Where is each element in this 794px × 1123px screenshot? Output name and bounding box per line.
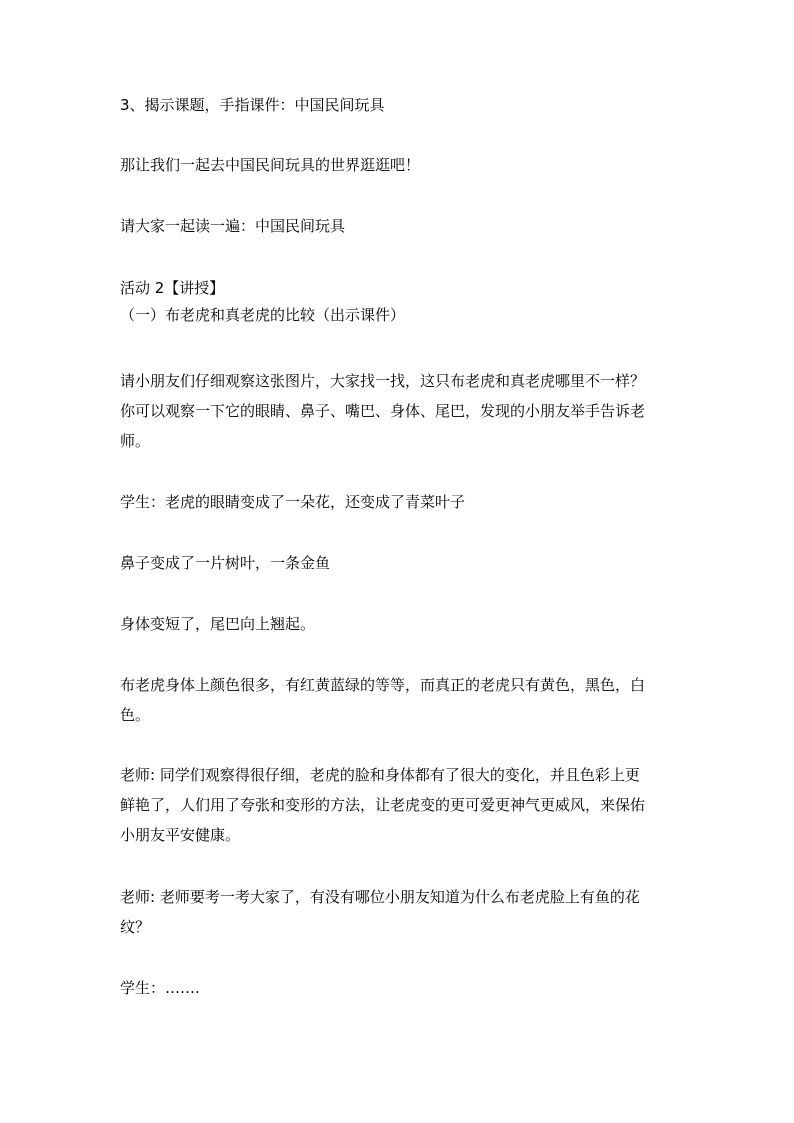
paragraph-2 — [120, 150, 680, 180]
text-line: 色。 — [120, 706, 151, 724]
text-line: 鼻子变成了一片树叶，一条金鱼 — [120, 554, 331, 572]
paragraph-5 — [120, 366, 680, 456]
paragraph-9 — [120, 670, 680, 730]
text-line: 纹？ — [120, 918, 151, 936]
paragraph-3 — [120, 211, 680, 241]
activity-heading: 活动 2【讲授】 — [120, 279, 225, 297]
paragraph-6 — [120, 487, 680, 517]
text-line: 布老虎身体上颜色很多，有红黄蓝绿的等等，而真正的老虎只有黄色，黑色，白 — [120, 676, 646, 694]
text-line: 学生：……. — [120, 979, 200, 997]
paragraph-7 — [120, 548, 680, 578]
section-heading: （一）布老虎和真老虎的比较（出示课件） — [120, 306, 406, 324]
text-line: 小朋友平安健康。 — [120, 826, 241, 844]
paragraph-8 — [120, 609, 680, 639]
text-line: 身体变短了，尾巴向上翘起。 — [120, 615, 316, 633]
text-line: 请小朋友们仔细观察这张图片，大家找一找，这只布老虎和真老虎哪里不一样？ — [120, 372, 646, 390]
paragraph-1 — [120, 90, 680, 120]
text-line: 师。 — [120, 432, 151, 450]
text-line: 鲜艳了，人们用了夸张和变形的方法，让老虎变的更可爱更神气更威风，来保佑 — [120, 796, 646, 814]
text-line: 老师: 同学们观察得很仔细，老虎的脸和身体都有了很大的变化，并且色彩上更 — [120, 766, 640, 784]
paragraph-4 — [120, 273, 680, 330]
text-line: 老师: 老师要考一考大家了，有没有哪位小朋友知道为什么布老虎脸上有鱼的花 — [120, 888, 640, 906]
text-line: 那让我们一起去中国民间玩具的世界逛逛吧！ — [120, 156, 421, 174]
paragraph-11 — [120, 882, 680, 942]
text-line: 学生：老虎的眼睛变成了一朵花，还变成了青菜叶子 — [120, 493, 466, 511]
paragraph-12 — [120, 973, 680, 1003]
text-line: 你可以观察一下它的眼睛、鼻子、嘴巴、身体、尾巴，发现的小朋友举手告诉老 — [120, 402, 646, 420]
text-line: 请大家一起读一遍：中国民间玩具 — [120, 217, 346, 235]
text-line: 3、揭示课题，手指课件：中国民间玩具 — [120, 96, 385, 114]
paragraph-10 — [120, 760, 680, 850]
